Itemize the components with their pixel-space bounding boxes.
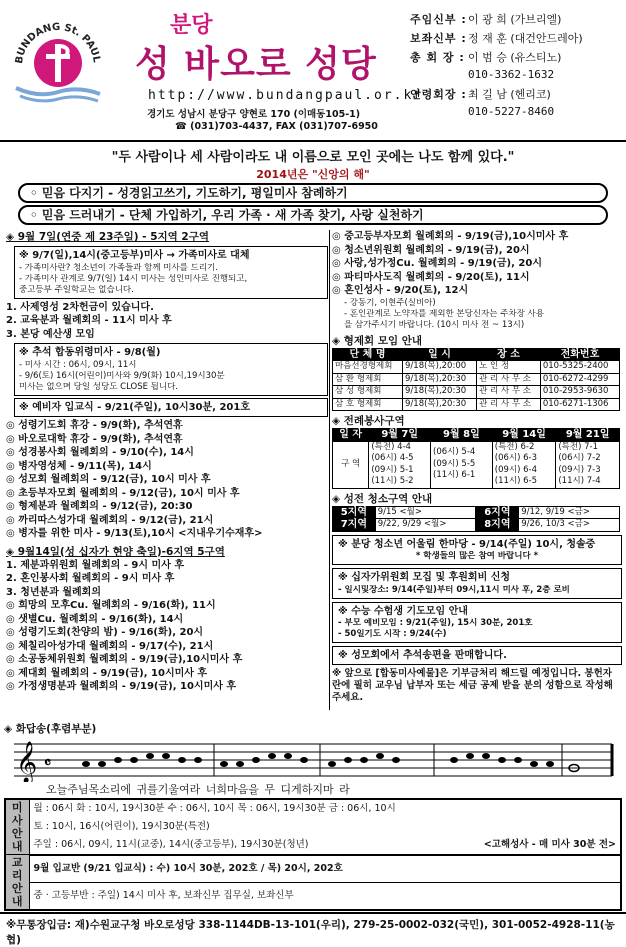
section-title: ◈ 형제회 모임 안내 [332, 334, 423, 347]
staff-phone: 010-3362-1632 [468, 68, 555, 81]
list-item: 3. 청년분과 월례회의 [6, 586, 101, 598]
list-item: ◎ 가정생명분과 월례회의 - 9/19(금), 10시미사 후 [6, 681, 237, 692]
weekday-mass: 월 : 06시 화 : 10시, 19시30분 수 : 06시, 10시 목 : 06시, 19시30분 금 : 06시, 10시 [33, 803, 396, 815]
section-title: ◈ 전례봉사구역 [332, 415, 405, 427]
saturday-mass: 토 : 10시, 16시(어린이), 19시30분(특전) [33, 821, 210, 833]
altar-service-table: 일 자 9월 7일 9월 8일 9월 14일 9월 21일 구 역 (특전) 4-4 (06시) 4-5 (09시) 5-1 (11시) 5-2 (06시) 5-4 (09시) 5-5 (11시) 6-1 (특전) 6-2 (06시) 6-3 (09시) 6-4 (11시) 6-5 (특전) 7-1 (06시) 7-2 (09시) 7-3 (11시) 7-4 [332, 428, 620, 489]
scripture-quote: "두 사람이나 세 사람이라도 내 이름으로 모인 곳에는 나도 함께 있다." [111, 150, 515, 165]
notice-exam-prayer: ※ 수능 수험생 기도모임 안내 - 부모 예비모임 : 9/21(주일), 15시 30분, 201호 - 50일기도 시작 : 9/24(수) [332, 602, 622, 644]
website-link[interactable]: http://www.bundangpaul.or.kr [148, 88, 424, 103]
section-title: ◈ 9월14일(성 십자가 현양 축일)-6지역 5구역 [6, 545, 225, 558]
list-item: ◎ 사랑,성가정Cu. 월례회의 - 9/19(금), 20시 [332, 258, 542, 269]
staff-phone: 010-5227-8460 [468, 105, 555, 118]
list-item: 2. 혼인봉사회 월례회의 - 9시 미사 후 [6, 573, 175, 584]
staff-row: 주임신부 : 이 광 희 (가브리엘) [410, 13, 562, 26]
left-column [6, 230, 328, 694]
mass-schedule-table [4, 798, 622, 911]
year-motto: 2014년은 "신앙의 해" [256, 168, 370, 181]
section-title: ◈ 9월 7일(연중 제 23주일) - 5지역 2구역 [6, 231, 210, 243]
catechism-side-label: 교리안내 [5, 855, 29, 911]
list-item: ◎ 성경봉사회 월례회의 - 9/10(수), 14시 [6, 447, 194, 458]
list-item: ◎ 까리따스성가대 월례회의 - 9/12(금), 21시 [6, 514, 214, 526]
notice-songpyeon: ※ 성모회에서 추석송편을 판매합니다. [332, 646, 622, 665]
table-row: 삼 성 형제회 9/18(목),20:30 관 리 사 무 소 010-2953-9630 [333, 386, 620, 399]
church-logo [8, 8, 108, 108]
chuseok-mass-box: ※ 추석 합동위령미사 - 9/8(월) - 미사 시간 : 06시, 09시, 11시 - 9/6(토) 16시(어린이)미사와 9/9(화) 10시,19시30분 미사는 없으며 당일 성당도 CLOSE 됩니다. [14, 343, 328, 396]
staff-row: 총 회 장 : 이 범 승 (유스티노) [410, 51, 562, 64]
title-small: 분당 [170, 13, 213, 38]
list-item: ◎ 병자영성체 - 9/11(목), 14시 [6, 460, 152, 472]
notice-offering: ※ 앞으로 [합동미사예물]은 기부금처리 해드릴 예정입니다. 봉헌자 란에 필히 교우님 납부자 또는 세금 공제 받을 분의 성함으로 작성해주세요. [332, 668, 613, 703]
column-divider [329, 230, 330, 710]
youth-class: 중 · 고등부반 : 주일) 14시 미사 후, 보좌신부 집무실, 보좌신부 [33, 890, 294, 902]
list-item: ◎ 체칠리아성가대 월례회의 - 9/17(수), 21시 [6, 640, 214, 652]
list-item: ◎ 바오로대학 휴강 - 9/9(화), 추석연휴 [6, 433, 183, 445]
catechumen-box: ※ 예비자 입교식 - 9/21(주일), 10시30분, 201호 [14, 398, 328, 418]
brothers-table: 단 체 명 일 시 장 소 전화번호 마음선경형제회 9/18(목),20:00 노 인 정 010-5325-2400 삼 환 형제회 9/18(목),20:30 관 리 사 무 소 010-6272-4299 삼 성 형제회 9/18(목),20:30 관 리 사 무 소 010-2953-9630 삼 호 형제회 9/18(목),20:30 관 리 사 무 소 010-6271-1306 [332, 348, 620, 412]
phone-fax: ☎ (031)703-4437, FAX (031)707-6950 [175, 121, 378, 132]
hymn-lyrics: 오늘주님목소리에 귀를기울여라 너희마음을 무 디게하지마 라 [46, 783, 350, 796]
mass-side-label: 미사안내 [5, 799, 29, 855]
divider [0, 140, 626, 142]
notice-cross-committee: ※ 십자가위원회 모집 및 후원회비 신청 - 일시및장소: 9/14(주일)부터 09시,11시 미사 후, 2층 로비 [332, 568, 622, 599]
list-item: ◎ 병자를 위한 미사 - 9/13(토),10시 <지내우기수재후> [6, 528, 263, 539]
confession-notice: <고해성사 - 매 미사 30분 전> [483, 839, 616, 851]
right-column: ◎ 중고등부자모회 월례회의 - 9/19(금),10시미사 후 ◎ 청소년위원회 월례회의 - 9/19(금), 20시 ◎ 사랑,성가정Cu. 월례회의 - 9/19(금), 20시 ◎ 파티마사도직 월례회의 - 9/20(토), 11시 ◎ 혼인성사 - 9/20(토), 12시 - 강동기, 이현주(실비아) - 혼인관계로 노약자를 제외한 본당신자는 주차장 사용 을 삼가주시기 바랍니다. (10시 미사 전 ~ 13시) ◈ 형제회 모임 안내 단 체 명 일 시 장 소 전화번호 마음선경형제회 9/18(목),20:00 노 인 정 010-5325-2400 삼 환 형제회 9/18(목),20:30 관 리 사 무 소 010-6272-4299 삼 성 형제회 9/18(목),20:30 관 리 사 무 소 010-2953-9630 삼 호 형제회 9/18(목),20:30 관 리 사 무 소 010-6271-1306 ◈ 전례봉사구역 일 자 9월 7일 9월 8일 9월 14일 9월 21일 구 역 (특전) 4-4 (06시) 4-5 (09시) 5-1 (11시) 5-2 (06시) 5-4 (09시) 5-5 (11시) 6-1 (특전) 6-2 (06시) 6-3 (09시) 6-4 (11시) 6-5 (특전) 7-1 (06시) 7-2 (09시) 7-3 (11시) 7-4 ◈ 성전 청소구역 안내 5지역 9/15 <월> 6지역 9/12, 9/19 <금> 7지역 9/22, 9/29 <월> 8지역 9/26, 10/3 <금> ※ 분당 청소년 어울림 한마당 - 9/14(주일) 10시, 청솔중 * 학생들의 많은 참여 바랍니다 * ※ 십자가위원회 모집 및 후원회비 신청 - 일시및장소: 9/14(주일)부터 09시,11시 미사 후, 2층 로비 ※ 수능 수험생 기도모임 안내 - 부모 예비모임 : 9/21(주일), 15시 30분, 201호 - 50일기도 시작 : 9/24(수) ※ 성모회에서 추석송편을 판매합니다. ※ 앞으로 [합동미사예물]은 기부금처리 해드릴 예정입니다. 봉헌자 란에 필히 교우님 납부자 또는 세금 공제 받을 분의 성함으로 작성해주세요. [332, 230, 622, 704]
list-item: ◎ 성령기도회 휴강 - 9/9(화), 추석연휴 [6, 420, 183, 431]
address: 경기도 성남시 분당구 양현로 170 (이매동105-1) [147, 109, 361, 120]
staff-row: 연령회장 : 최 길 남 (헨리코) [410, 88, 551, 101]
music-staff-icon [14, 740, 614, 782]
list-item: ◎ 초등부자모회 월례회의 - 9/12(금), 10시 미사 후 [6, 487, 240, 499]
svg-text:𝄴: 𝄴 [44, 753, 52, 772]
list-item: 1. 사제영성 2차헌금이 있습니다. [6, 301, 154, 313]
list-item: 2. 교육분과 월례회의 - 11시 미사 후 [6, 315, 172, 326]
family-mass-box: ※ 9/7(일),14시(중고등부)미사 → 가족미사로 대체 - 가족미사란? 청소년이 가족들과 함께 미사를 드리기. - 가족미사 관계로 9/7(일) 14시 미사는 성인미사로 진행되고, 중고등부 주일학교는 없습니다. [14, 246, 328, 299]
bank-account-info: ※무통장입금: 재)수원교구청 바오로성당 338-1144DB-13-101(우리), 279-25-0002-032(국민), 301-0052-4928-11(농협) [0, 912, 626, 947]
list-item: 1. 제분과위원회 월례회의 - 9시 미사 후 [6, 559, 184, 571]
table-row: 구 역 (특전) 4-4 (06시) 4-5 (09시) 5-1 (11시) 5-2 (06시) 5-4 (09시) 5-5 (11시) 6-1 (특전) 6-2 (06시) 6-3 (09시) 6-4 (11시) 6-5 (특전) 7-1 (06시) 7-2 (09시) 7-3 (11시) 7-4 [333, 441, 620, 488]
staff-row: 보좌신부 : 정 재 훈 (대건안드레아) [410, 32, 583, 45]
list-item: ◎ 성령기도회(찬양의 밤) - 9/16(화), 20시 [6, 627, 204, 638]
svg-text:𝄞: 𝄞 [16, 742, 38, 782]
list-item: ◎ 성모회 월례회의 - 9/12(금), 10시 미사 후 [6, 474, 211, 485]
church-seal-icon [8, 8, 108, 108]
cleaning-table [332, 506, 620, 532]
table-row: 삼 호 형제회 9/18(목),20:30 관 리 사 무 소 010-6271-1306 [333, 398, 620, 411]
table-row: 삼 환 형제회 9/18(목),20:30 관 리 사 무 소 010-6272-4299 [333, 373, 620, 386]
staff-list [410, 10, 620, 120]
faith-express-banner: ◦ 믿음 드러내기 - 단체 가입하기, 우리 가족 · 새 가족 찾기, 사랑 실천하기 [18, 205, 608, 225]
list-item: ◎ 제대회 월례회의 - 9/19(금), 10시미사 후 [6, 667, 208, 679]
list-item: ◎ 파티마사도직 월례회의 - 9/20(토), 11시 [332, 271, 530, 283]
svg-text:BUNDANG St. PAUL CHURCH: BUNDANG St. PAUL [13, 21, 102, 65]
section-title: ◈ 성전 청소구역 안내 [332, 492, 433, 505]
table-row: 5지역 9/15 <월> 6지역 9/12, 9/19 <금> [333, 506, 620, 519]
sunday-mass: 주일 : 06시, 09시, 11시(교중), 14시(중고등부), 19시30분(청년) [33, 839, 309, 851]
notice-youth-festival: ※ 분당 청소년 어울림 한마당 - 9/14(주일) 10시, 청솔중 * 학생들의 많은 참여 바랍니다 * [332, 535, 622, 566]
list-item: ◎ 청소년위원회 월례회의 - 9/19(금), 20시 [332, 244, 530, 256]
page-title: 성 바오로 성당 [135, 44, 377, 85]
list-item: ◎ 혼인성사 - 9/20(토), 12시 [332, 285, 469, 296]
list-item: ◎ 소공동체위원회 월례회의 - 9/19(금),10시미사 후 [6, 654, 243, 665]
table-row: 마음선경형제회 9/18(목),20:00 노 인 정 010-5325-2400 [333, 361, 620, 374]
list-item: ◎ 희망의 모후Cu. 월례회의 - 9/16(화), 11시 [6, 600, 216, 611]
list-item: ◎ 형제분과 월례회의 - 9/12(금), 20:30 [6, 501, 193, 512]
list-item: ◎ 샛별Cu. 월례회의 - 9/16(화), 14시 [6, 613, 184, 625]
hymn-title: ◈ 화답송(후렴부분) [4, 723, 97, 735]
catechism-class: 9월 입교반 (9/21 입교식) : 수) 10시 30분, 202호 / 목) 20시, 202호 [29, 855, 621, 883]
table-row: 7지역 9/22, 9/29 <월> 8지역 9/26, 10/3 <금> [333, 519, 620, 532]
list-item: 3. 본당 예산생 모임 [6, 328, 95, 340]
list-item: ◎ 중고등부자모회 월례회의 - 9/19(금),10시미사 후 [332, 231, 569, 242]
faith-strengthen-banner: ◦ 믿음 다지기 - 성경읽고쓰기, 기도하기, 평일미사 참례하기 [18, 183, 608, 203]
